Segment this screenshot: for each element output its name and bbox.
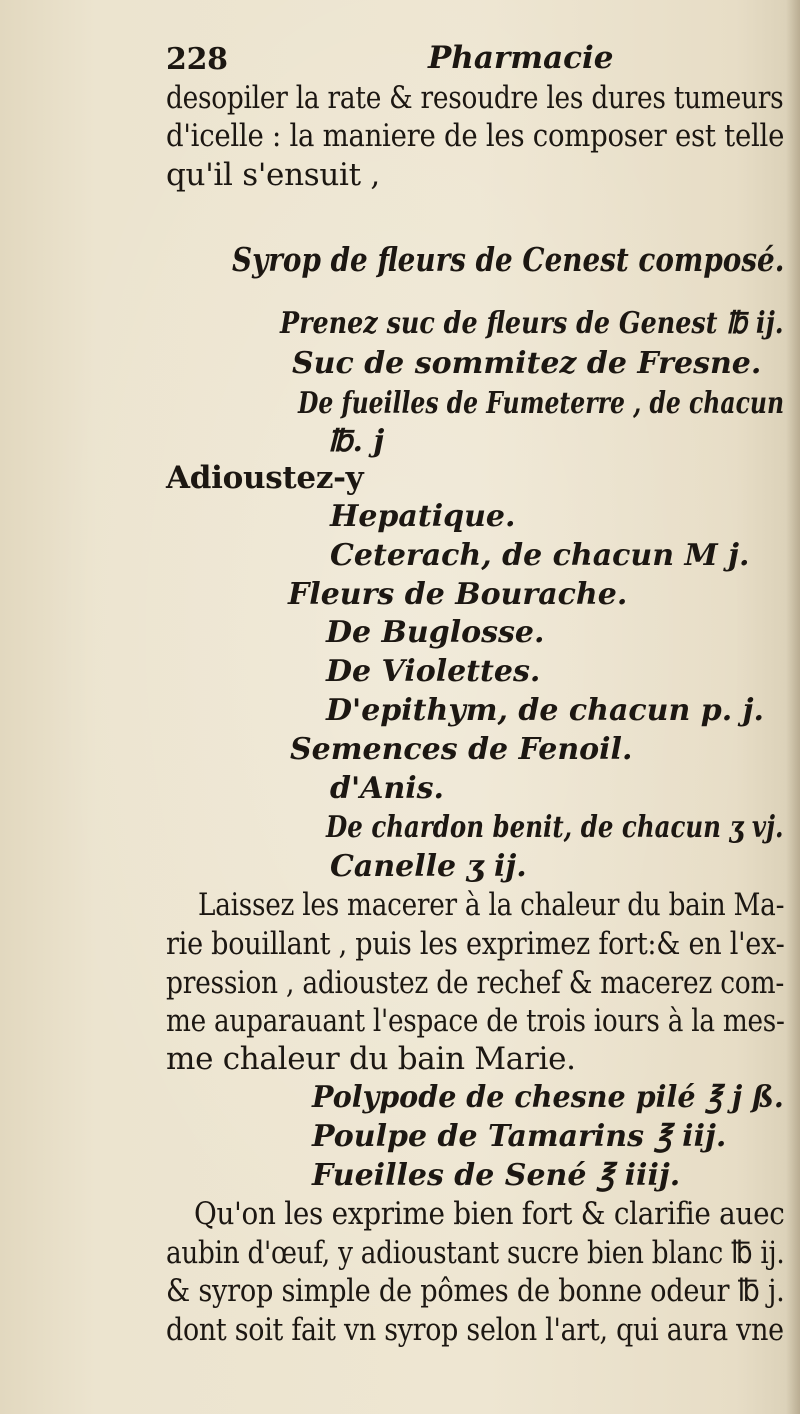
ingredient-line: ℔. j — [328, 424, 385, 459]
page-number: 228 — [166, 42, 228, 77]
ingredient-line: De fueilles de Fumeterre , de chacun — [298, 386, 785, 421]
page-edge-shadow — [786, 0, 800, 1414]
ingredient-line: Poulpe de Tamarins ℥ iij. — [312, 1119, 727, 1154]
ingredient-line: Semences de Fenoil. — [290, 732, 633, 767]
intro-line: desopiler la rate & resoudre les dures tumeurs — [166, 80, 784, 116]
ingredient-line: Polypode de chesne pilé ℥ j ß. — [312, 1080, 784, 1115]
ingredient-line: De chardon benit, de chacun ʒ vj. — [326, 810, 784, 845]
ingredient-line: De Buglosse. — [326, 615, 545, 650]
ingredient-line: Canelle ʒ ij. — [330, 849, 527, 884]
ingredient-line: D'epithym, de chacun p. j. — [326, 693, 764, 728]
paragraph-line: pression , adioustez de rechef & macerez com- — [166, 965, 785, 1001]
intro-line: qu'il s'ensuit , — [166, 157, 380, 193]
paragraph-line: & syrop simple de pômes de bonne odeur ℔ j. — [166, 1273, 785, 1309]
recipe-title: Syrop de fleurs de Cenest composé. — [232, 240, 785, 279]
running-title: Pharmacie — [428, 40, 614, 76]
ingredient-line: Suc de sommitez de Fresne. — [292, 346, 762, 381]
paragraph-line: Qu'on les exprime bien fort & clarifie auec — [194, 1196, 785, 1232]
paragraph-line: Laissez les macerer à la chaleur du bain Ma- — [198, 887, 785, 923]
paragraph-line: dont soit fait vn syrop selon l'art, qui aura vne — [166, 1312, 784, 1348]
add-word: Adioustez-y — [166, 460, 364, 496]
paragraph-line: aubin d'œuf, y adioustant sucre bien blanc ℔ ij. — [166, 1235, 785, 1271]
paragraph-line: rie bouillant , puis les exprimez fort:& en l'ex- — [166, 926, 785, 962]
ingredient-line: De Violettes. — [326, 654, 541, 689]
ingredient-line: Prenez suc de fleurs de Genest ℔ ij. — [280, 306, 784, 341]
intro-line: d'icelle : la maniere de les composer est telle — [166, 118, 785, 154]
paragraph-line: me auparauant l'espace de trois iours à la mes- — [166, 1003, 785, 1039]
ingredient-line: Fueilles de Sené ℥ iiij. — [312, 1158, 681, 1193]
paragraph-line: me chaleur du bain Marie. — [166, 1041, 576, 1077]
ingredient-line: Hepatique. — [330, 499, 516, 534]
ingredient-line: d'Anis. — [330, 771, 444, 806]
ingredient-line: Ceterach, de chacun M j. — [330, 538, 750, 573]
ingredient-line: Fleurs de Bourache. — [288, 577, 628, 612]
